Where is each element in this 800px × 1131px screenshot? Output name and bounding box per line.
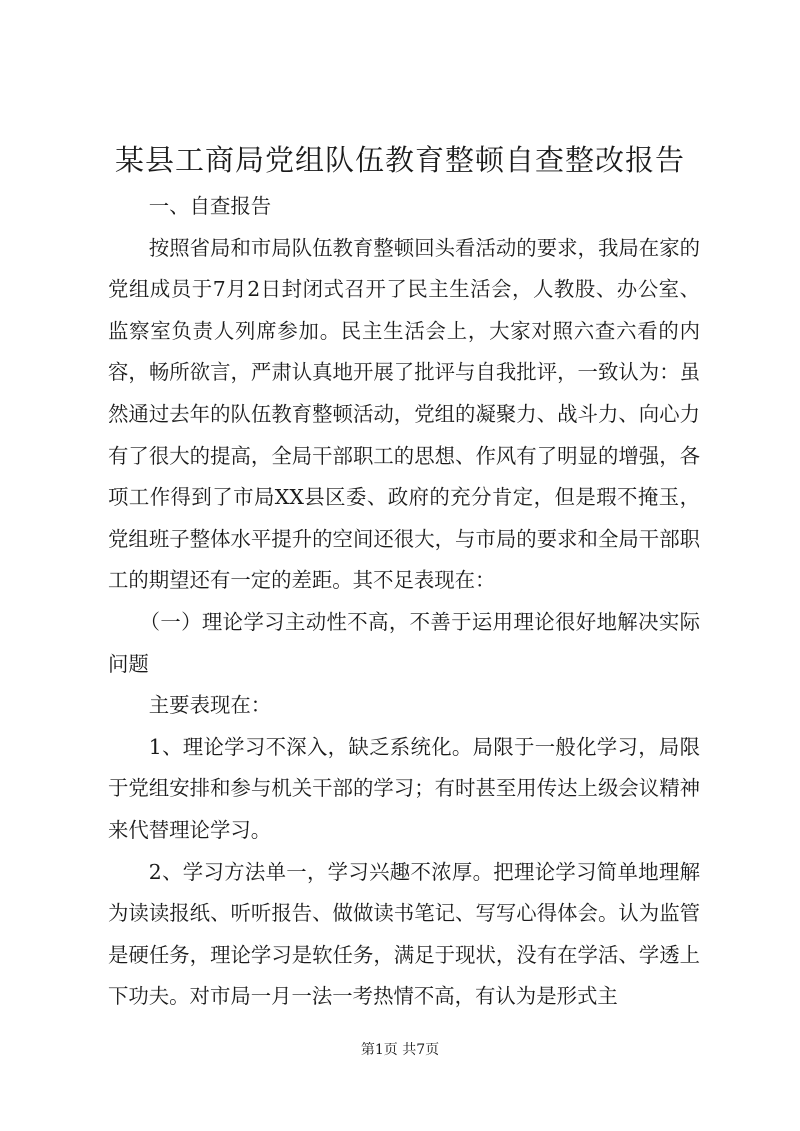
body-paragraph: 按照省局和市局队伍教育整顿回头看活动的要求，我局在家的党组成员于7月2日封闭式召开了民主生活会，人教股、办公室、监察室负责人列席参加。民主生活会上，大家对照六查六看的内容，畅所欲言，严肃认真地开展了批评与自我批评，一致认为：虽然通过去年的队伍教育整顿活动，党组的凝聚力、战斗力、向心力有了很大的提高，全局干部职工的思想、作风有了明显的增强，各项工作得到了市局XX县区委、政府的充分肯定，但是瑕不掩玉，党组班子整体水平提升的空间还很大，与市局的要求和全局干部职工的期望还有一定的差距。其不足表现在： [108, 235, 700, 593]
document-title: 某县工商局党组队伍教育整顿自查整改报告 [114, 143, 685, 177]
section-heading: 一、自查报告 [148, 194, 272, 218]
list-item: 1、理论学习不深入，缺乏系统化。局限于一般化学习，局限于党组安排和参与机关干部的学习；有时甚至用传达上级会议精神来代替理论学习。 [108, 734, 700, 842]
list-item: 2、学习方法单一，学习兴趣不浓厚。把理论学习简单地理解为读读报纸、听听报告、做做读书笔记、写写心得体会。认为监管是硬任务，理论学习是软任务，满足于现状，没有在学活、学透上下功夫。对市局一月一法一考热情不高，有认为是形式主 [108, 859, 700, 1009]
page-number: 第1页 共7页 [360, 1042, 440, 1058]
document-body [108, 186, 700, 1018]
body-paragraph: 主要表现在： [148, 693, 272, 718]
subsection-heading: （一）理论学习主动性不高，不善于运用理论很好地解决实际问题 [108, 609, 700, 676]
